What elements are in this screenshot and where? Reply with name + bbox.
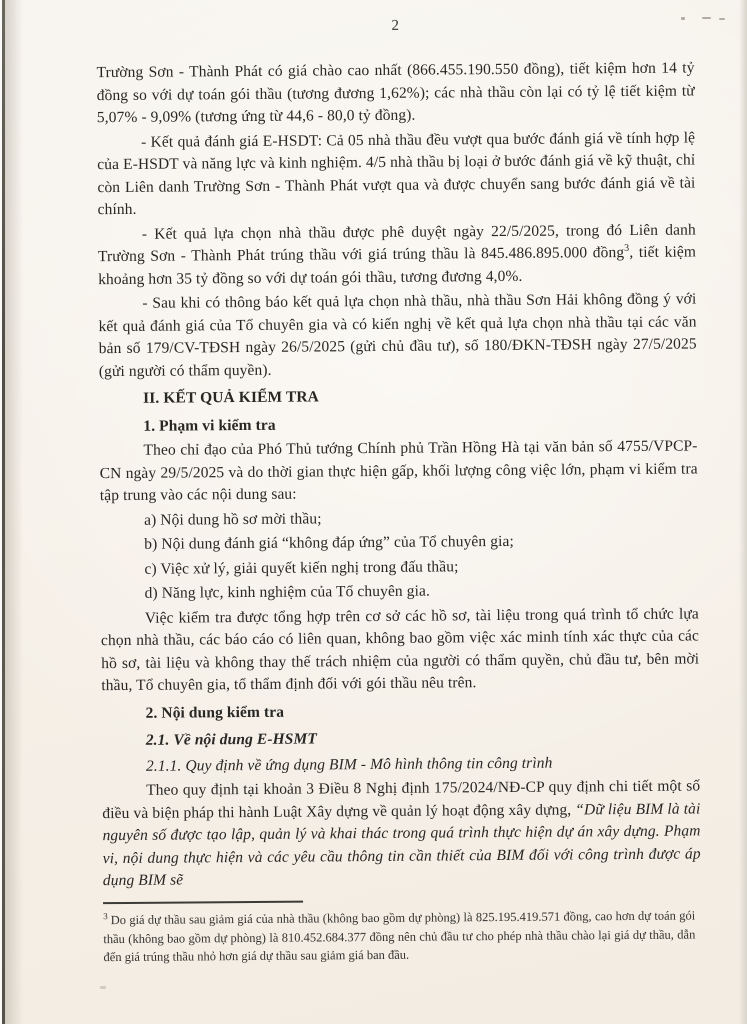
- paragraph-ehsdt-evaluation: - Kết quả đánh giá E-HSDT: Cả 05 nhà thầu đều vượt qua bước đánh giá về tính hợp lệ của E-HSDT và năng lực và kinh nghiệm. 4/5 nhà thầu bị loại ở bước đánh giá về kỹ thuật, chỉ còn Liên danh Trường Sơn - Thành Phát vượt qua và được chuyển sang bước đánh giá về tài chính.: [97, 128, 696, 219]
- heading-1-inspection-scope: 1. Phạm vi kiểm tra: [143, 416, 276, 435]
- footnote-reference-3: 3: [624, 242, 630, 254]
- heading-2-1-1-bim-regulation: 2.1.1. Quy định về ứng dụng BIM - Mô hình thông tin công trình: [145, 754, 553, 775]
- footnote-separator: [103, 901, 303, 905]
- list-item-d: d) Năng lực, kinh nghiệm của Tổ chuyên gia.: [144, 582, 431, 602]
- paragraph-bid-prices: Trường Sơn - Thành Phát có giá chào cao nhất (866.455.190.550 đồng), tiết kiệm hơn 14 tỷ đồng so với dự toán gói thầu (tương đương 1,62%); các nhà thầu còn lại có tỷ lệ tiết kiệm từ 5,07% - 9,09% (tương ứng từ 44,6 - 80,0 tỷ đồng).: [96, 59, 695, 127]
- bim-decree-intro: Theo quy định tại khoản 3 Điều 8 Nghị định 175/2024/NĐ-CP quy định chi tiết một số điều và biện pháp thi hành Luật Xây dựng về quản lý hoạt động xây dựng,: [102, 777, 701, 822]
- paragraph-son-hai-petition: - Sau khi có thông báo kết quả lựa chọn nhà thầu, nhà thầu Sơn Hải không đồng ý với kết quả đánh giá của Tổ chuyên gia và có kiến nghị về kết quả lựa chọn nhà thầu tại các văn bản số 179/CV-TĐSH ngày 26/5/2025 (gửi chủ đầu tư), số 180/ĐKN-TĐSH ngày 27/5/2025 (gửi người có thẩm quyền).: [98, 290, 697, 380]
- paragraph-scope-disclaimer: Việc kiểm tra được tổng hợp trên cơ sở các hồ sơ, tài liệu trong quá trình tổ chức lựa chọn nhà thầu, các báo cáo có liên quan, không bao gồm việc xác minh tính xác thực của các hồ sơ, tài liệu và không thay thế trách nhiệm của người có thẩm quyền, chủ đầu tư, bên mời thầu, Tổ chuyên gia, tổ thẩm định đối với gói thầu nêu trên.: [100, 604, 700, 695]
- footnote-section: [103, 897, 695, 966]
- bim-decree-quote: “Dữ liệu BIM là tài nguyên số được tạo lập, quản lý và khai thác trong quá trình thực hiện dự án xây dựng. Phạm vi, nội dung thực hiện và các yêu cầu thông tin cần thiết của BIM đối với công trình được áp dụng BIM sẽ: [102, 799, 701, 890]
- heading-section-II-inspection-results: II. KẾT QUẢ KIỂM TRA: [143, 388, 320, 407]
- heading-2-inspection-content: 2. Nội dung kiểm tra: [145, 703, 285, 722]
- paragraph-bim-decree: [102, 775, 701, 892]
- footnote-3: [103, 906, 695, 966]
- footnote-marker: 3: [103, 910, 108, 921]
- heading-2-1-ehsmt-content: 2.1. Về nội dung E-HSMT: [145, 730, 317, 749]
- award-result-text: - Kết quả lựa chọn nhà thầu được phê duyệt ngày 22/5/2025, trong đó Liên danh Trường Sơn - Thành Phát trúng thầu với giá trúng thầu là 845.486.895.000 đồng: [97, 220, 696, 266]
- list-item-c: c) Việc xử lý, giải quyết kiến nghị trong đấu thầu;: [144, 557, 459, 578]
- award-result-text-cont: , tiết kiệm khoảng hơn 35 tỷ đồng so với dự toán gói thầu, tương đương 4,0%.: [98, 243, 697, 288]
- paragraph-scope-intro: Theo chỉ đạo của Phó Thủ tướng Chính phủ Trần Hồng Hà tại văn bản số 4755/VPCP-CN ngày 29/5/2025 và do thời gian thực hiện gấp, khối lượng công việc lớn, phạm vi kiểm tra tập trung vào các nội dung sau:: [99, 437, 698, 505]
- footnote-text-content: Do giá dự thầu sau giảm giá của nhà thầu (không bao gồm dự phòng) là 825.195.419.571 đồng, cao hơn dự toán gói thầu (không bao gồm dự phòng) là 810.452.684.377 đồng nên chủ đầu tư cho phép nhà thầu chào lại giá dự thầu, dẫn đến giá trúng thầu nhỏ hơn giá dự thầu sau giảm giá ban đầu.: [103, 908, 696, 965]
- list-item-a: a) Nội dung hồ sơ mời thầu;: [143, 509, 322, 529]
- paragraph-award-result: [98, 219, 697, 291]
- list-item-b: b) Nội dung đánh giá “không đáp ứng” của Tổ chuyên gia;: [144, 532, 514, 553]
- page-number: 2: [391, 17, 399, 34]
- document-body: [96, 57, 701, 894]
